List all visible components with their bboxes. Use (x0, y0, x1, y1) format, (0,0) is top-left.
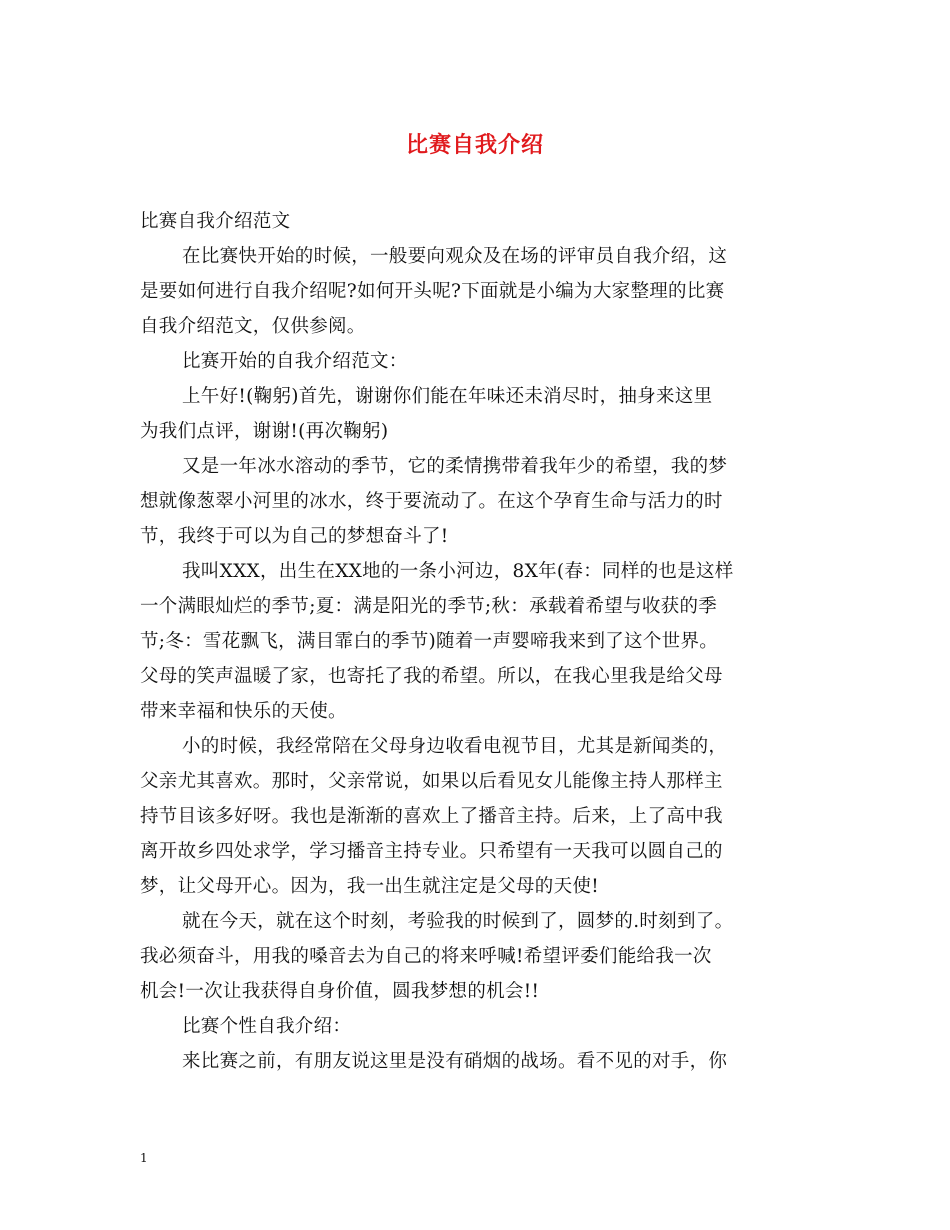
text-line: 来比赛之前，有朋友说这里是没有硝烟的战场。看不见的对手，你 (182, 1051, 728, 1072)
text-line: 是要如何进行自我介绍呢?如何开头呢?下面就是小编为大家整理的比赛 (140, 281, 725, 302)
text-line: 自我介绍范文，仅供参阅。 (140, 316, 366, 337)
page-number: 1 (140, 1151, 148, 1165)
document-title: 比赛自我介绍 (405, 132, 544, 158)
text-line: 为我们点评，谢谢!(再次鞠躬) (140, 421, 389, 442)
text-line: 持节目该多好呀。我也是渐渐的喜欢上了播音主持。后来，上了高中我 (140, 806, 723, 827)
text-line: 节;冬：雪花飘飞，满目霏白的季节)随着一声婴啼我来到了这个世界。 (140, 631, 719, 652)
text-line: 小的时候，我经常陪在父母身边收看电视节目，尤其是新闻类的， (182, 736, 728, 757)
text-line: 比赛开始的自我介绍范文： (182, 351, 408, 372)
text-line: 比赛个性自我介绍： (182, 1016, 352, 1037)
text-line: 在比赛快开始的时候，一般要向观众及在场的评审员自我介绍，这 (182, 246, 728, 267)
text-line: 梦，让父母开心。因为，我一出生就注定是父母的天使! (140, 876, 599, 897)
text-line: 想就像葱翠小河里的冰水，终于要流动了。在这个孕育生命与活力的时 (140, 491, 723, 512)
text-line: 父母的笑声温暖了家，也寄托了我的希望。所以，在我心里我是给父母 (140, 666, 723, 687)
text-line: 节，我终于可以为自己的梦想奋斗了! (140, 526, 449, 547)
text-line: 上午好!(鞠躬)首先，谢谢你们能在年味还未消尽时，抽身来这里 (182, 386, 713, 407)
text-line: 就在今天，就在这个时刻，考验我的时候到了，圆梦的.时刻到了。 (182, 911, 734, 932)
text-line: 比赛自我介绍范文 (140, 211, 291, 232)
text-line: 带来幸福和快乐的天使。 (140, 701, 347, 722)
text-line: 机会!一次让我获得自身价值，圆我梦想的机会!! (140, 981, 540, 1002)
text-line: 父亲尤其喜欢。那时，父亲常说，如果以后看见女儿能像主持人那样主 (140, 771, 723, 792)
text-line: 又是一年冰水溶动的季节，它的柔情携带着我年少的希望，我的梦 (182, 456, 728, 477)
text-line: 我叫XXX，出生在XX地的一条小河边，8X年(春：同样的也是这样 (182, 561, 734, 582)
text-line: 离开故乡四处求学，学习播音主持专业。只希望有一天我可以圆自己的 (140, 841, 723, 862)
text-line: 我必须奋斗，用我的嗓音去为自己的将来呼喊!希望评委们能给我一次 (140, 946, 712, 967)
document-body (140, 204, 840, 1079)
text-line: 一个满眼灿烂的季节;夏：满是阳光的季节;秋：承载着希望与收获的季 (140, 596, 718, 617)
